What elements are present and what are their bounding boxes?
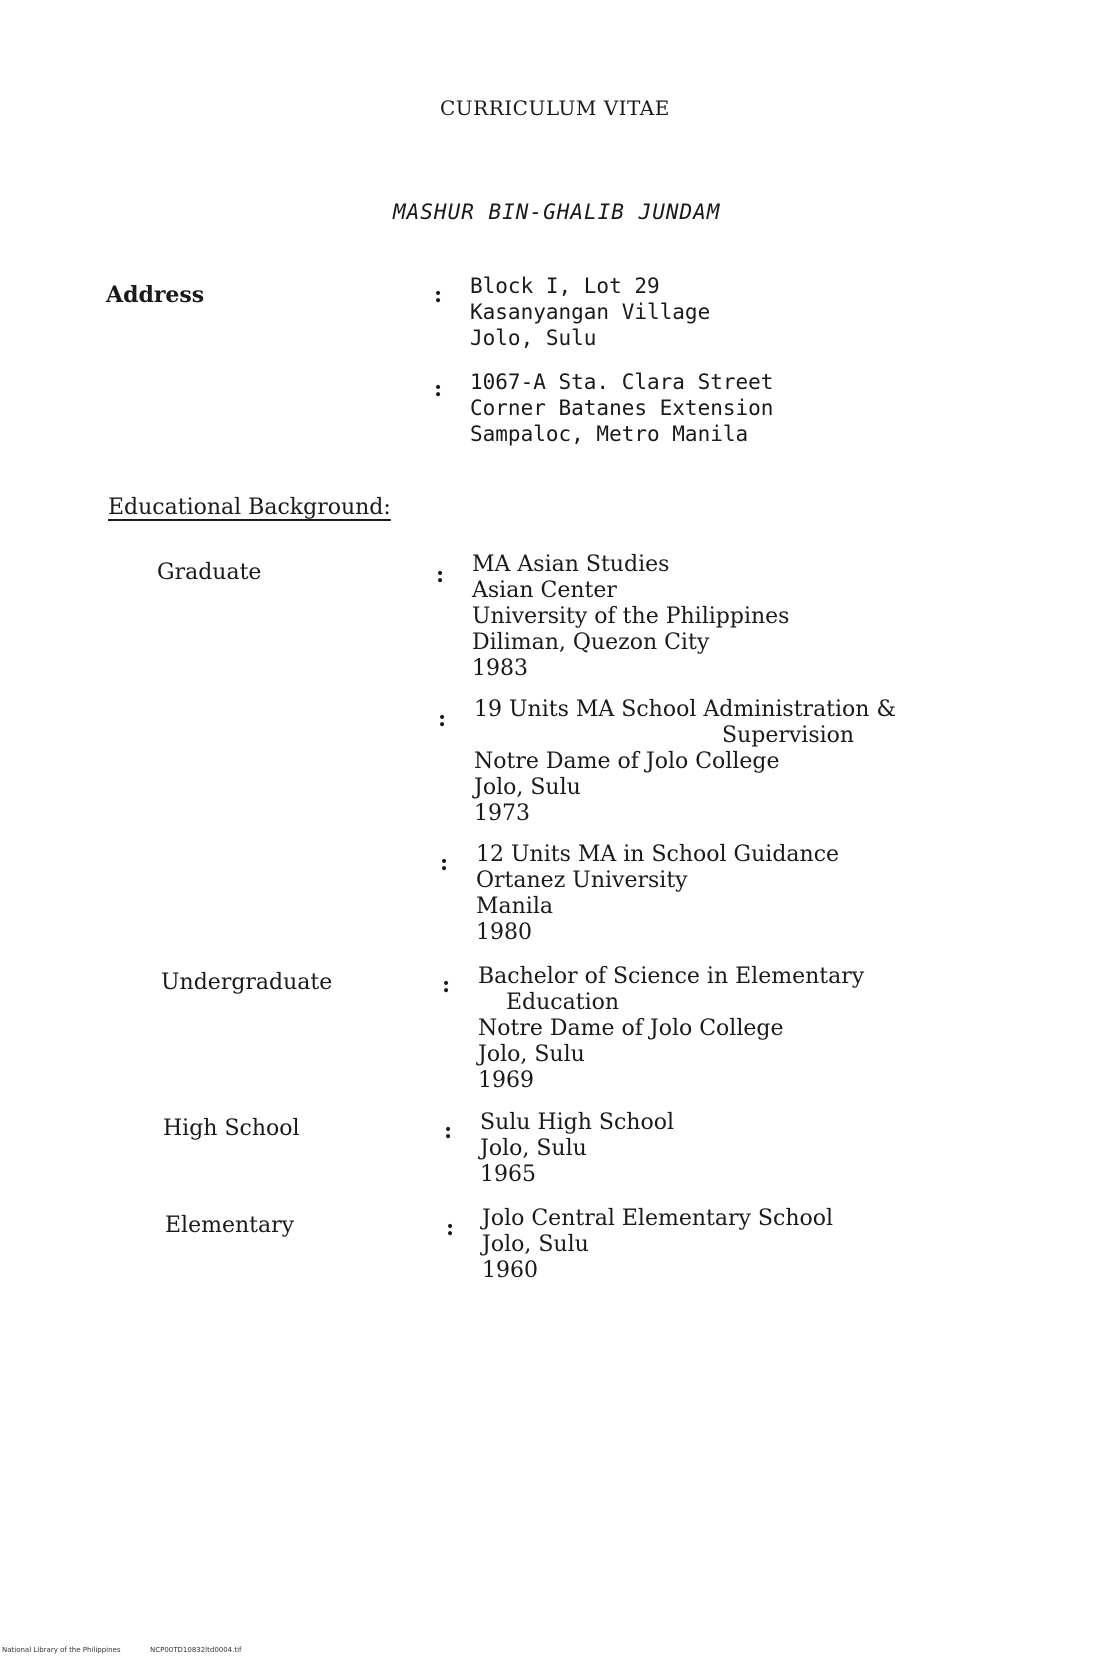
entry-line: Supervision xyxy=(722,723,855,748)
entry-line: Jolo, Sulu xyxy=(474,775,581,800)
colon: : xyxy=(438,706,447,732)
address-line: Kasanyangan Village xyxy=(470,300,711,324)
entry-line: University of the Philippines xyxy=(472,604,790,629)
entry-line: 1973 xyxy=(474,801,530,826)
entry-line: 1965 xyxy=(480,1162,536,1187)
graduate-entry-2 xyxy=(474,697,896,827)
entry-line: 12 Units MA in School Guidance xyxy=(476,842,840,867)
entry-line: Notre Dame of Jolo College xyxy=(478,1016,784,1041)
entry-line: Ortanez University xyxy=(476,868,688,893)
colon: : xyxy=(444,1118,453,1144)
entry-line: Sulu High School xyxy=(480,1110,674,1135)
address-entry-1 xyxy=(470,273,710,351)
colon: : xyxy=(434,376,443,402)
high-school-entry xyxy=(480,1110,674,1188)
entry-line: 1980 xyxy=(476,920,532,945)
address-line: Block I, Lot 29 xyxy=(470,274,660,298)
entry-line: Jolo, Sulu xyxy=(480,1136,587,1161)
elementary-label: Elementary xyxy=(165,1213,295,1238)
address-line: Corner Batanes Extension xyxy=(470,396,774,420)
entry-line: Notre Dame of Jolo College xyxy=(474,749,780,774)
entry-line: Diliman, Quezon City xyxy=(472,630,710,655)
library-credit: National Library of the Philippines xyxy=(2,1646,121,1654)
undergraduate-label: Undergraduate xyxy=(161,970,333,995)
colon: : xyxy=(440,850,449,876)
colon: : xyxy=(446,1215,455,1241)
graduate-entry-1 xyxy=(472,552,789,682)
colon: : xyxy=(442,972,451,998)
document-title: CURRICULUM VITAE xyxy=(440,96,670,120)
education-heading: Educational Background: xyxy=(108,495,391,520)
entry-line: 1960 xyxy=(482,1258,538,1283)
high-school-label: High School xyxy=(163,1116,300,1141)
address-label: Address xyxy=(106,282,205,308)
address-entry-2 xyxy=(470,369,773,447)
person-name: MASHUR BIN-GHALIB JUNDAM xyxy=(393,200,721,224)
entry-line: Jolo, Sulu xyxy=(482,1232,589,1257)
elementary-entry xyxy=(482,1206,833,1284)
graduate-entry-3 xyxy=(476,842,839,946)
address-line: Jolo, Sulu xyxy=(470,326,597,350)
entry-line: 19 Units MA School Administration & xyxy=(474,697,897,722)
entry-line: Education xyxy=(506,990,620,1015)
entry-line: Jolo, Sulu xyxy=(478,1042,585,1067)
entry-line: Manila xyxy=(476,894,553,919)
file-identifier: NCP00TD10832ltd0004.tif xyxy=(150,1646,242,1654)
graduate-label: Graduate xyxy=(157,560,262,585)
address-line: Sampaloc, Metro Manila xyxy=(470,422,749,446)
entry-line: Jolo Central Elementary School xyxy=(482,1206,834,1231)
entry-line: 1969 xyxy=(478,1068,534,1093)
entry-line: Asian Center xyxy=(472,578,617,603)
entry-line: Bachelor of Science in Elementary xyxy=(478,964,865,989)
undergraduate-entry xyxy=(478,964,864,1094)
address-line: 1067-A Sta. Clara Street xyxy=(470,370,774,394)
entry-line: MA Asian Studies xyxy=(472,552,670,577)
entry-line: 1983 xyxy=(472,656,528,681)
colon: : xyxy=(436,562,445,588)
colon: : xyxy=(434,282,443,308)
